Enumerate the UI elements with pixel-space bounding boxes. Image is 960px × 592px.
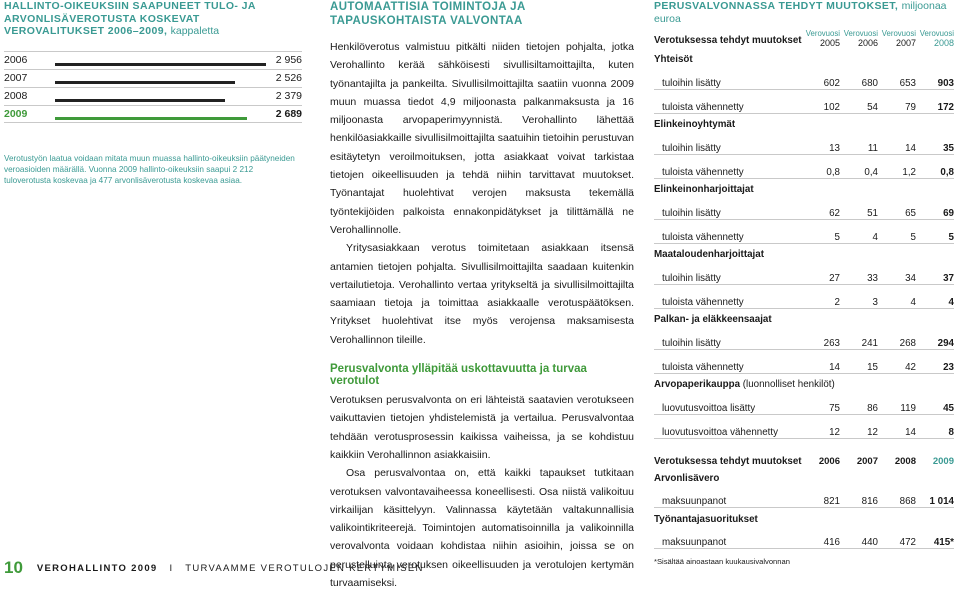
year-prefix: Verovuosi	[919, 29, 954, 38]
group-name: Yhteisöt	[654, 54, 693, 65]
row-value: 4	[840, 219, 878, 243]
row-value: 4	[916, 284, 954, 308]
row-value: 4	[878, 284, 916, 308]
chart-value-label: 2 526	[275, 71, 302, 84]
row-value: 27	[802, 260, 840, 284]
row-label: tuloihin lisätty	[654, 260, 802, 284]
row-value: 5	[916, 219, 954, 243]
row-value: 62	[802, 195, 840, 219]
table-year-header	[878, 29, 916, 48]
row-value: 119	[878, 390, 916, 414]
group-name: Palkan- ja eläkkeensaajat	[654, 314, 772, 325]
table-row	[654, 325, 954, 349]
row-value: 15	[840, 349, 878, 373]
row-value: 5	[802, 219, 840, 243]
row-value: 602	[802, 65, 840, 89]
row-value: 653	[878, 65, 916, 89]
row-label: tuloihin lisätty	[654, 65, 802, 89]
chart-row-2006	[4, 51, 302, 69]
table-row	[654, 130, 954, 154]
group-name: Maataloudenharjoittajat	[654, 249, 764, 260]
chart-bar	[55, 63, 266, 67]
row-value: 37	[916, 260, 954, 284]
table-year-header: 2009	[932, 455, 954, 467]
chart-bar	[55, 117, 247, 121]
row-label: tuloista vähennetty	[654, 154, 802, 178]
row-value: 13	[802, 130, 840, 154]
row-label: luovutusvoittoa vähennetty	[654, 414, 802, 438]
table-year-header: 2007	[856, 455, 878, 467]
row-label: tuloista vähennetty	[654, 89, 802, 113]
chart-row-2009	[4, 105, 302, 123]
row-value: 69	[916, 195, 954, 219]
chart-category-label: 2009	[4, 107, 28, 120]
article-title: AUTOMAATTISIA TOIMINTOJA JA TAPAUSKOHTAISTA VALVONTAA	[330, 1, 526, 27]
table-group-label	[654, 48, 954, 65]
chart-value-label: 2 689	[275, 107, 302, 120]
row-label: tuloihin lisätty	[654, 130, 802, 154]
row-value: 440	[840, 525, 878, 549]
row-value: 268	[878, 325, 916, 349]
row-value: 415*	[916, 525, 954, 549]
chart-title-unit: kappaletta	[170, 25, 220, 37]
year-prefix: Verovuosi	[843, 29, 878, 38]
footer-separator: I	[169, 563, 174, 574]
chart-bar	[55, 99, 225, 103]
row-value: 79	[878, 89, 916, 113]
row-value: 5	[878, 219, 916, 243]
row-value: 14	[878, 130, 916, 154]
table-row	[654, 65, 954, 89]
table-row	[654, 414, 954, 438]
chart-title-text: HALLINTO-OIKEUKSIIN SAAPUNEET TULO- JA ARVONLISÄVEROTUSTA KOSKEVAT VEROVALITUKSET 2006–2009,	[4, 0, 256, 37]
table-title-unit: miljoonaa euroa	[654, 0, 947, 25]
footer-tagline: TURVAAMME VEROTULOJEN KERTYMISEN	[185, 563, 424, 574]
row-value: 65	[878, 195, 916, 219]
table-year-header	[840, 29, 878, 48]
row-value: 821	[802, 484, 840, 508]
row-value: 3	[840, 284, 878, 308]
year-label: 2006	[857, 38, 878, 48]
middle-column	[330, 0, 634, 592]
row-value: 14	[802, 349, 840, 373]
table-title-text: PERUSVALVONNASSA TEHDYT MUUTOKSET,	[654, 0, 899, 12]
row-label: tuloista vähennetty	[654, 349, 802, 373]
row-value: 172	[916, 89, 954, 113]
row-value: 75	[802, 390, 840, 414]
table-year-header: 2008	[894, 455, 916, 467]
row-label: tuloihin lisätty	[654, 325, 802, 349]
group-name-sub: (luonnolliset henkilöt)	[740, 379, 835, 390]
row-value: 680	[840, 65, 878, 89]
table-group-row	[654, 178, 954, 195]
table-row	[654, 195, 954, 219]
year-label: 2008	[933, 38, 954, 48]
paragraph-4: Osa perusvalvontaa on, että kaikki tapaukset tutkitaan verotuksen valvontavaiheessa koneellisesti. Osa niistä valikoituu virkailijan käsittelyyn. Valinnassa käytetään valtakunnallisia valikointikriteerejä. Toimintojen automatisoinnilla ja valikoinnilla verovalvonta voidaan kohdistaa niihin asioihin, joissa se on perustelluinta verotuksen oikeellisuuden ja verotulojen kertymän turvaamiseksi.	[330, 467, 634, 590]
row-label: tuloista vähennetty	[654, 284, 802, 308]
row-label: maksuunpanot	[654, 525, 802, 549]
row-value: 11	[840, 130, 878, 154]
table-group-label	[654, 243, 954, 260]
subheading: Perusvalvonta ylläpitää uskottavuutta ja turvaa verotulot	[330, 363, 587, 388]
table-row	[654, 484, 954, 508]
row-value: 102	[802, 89, 840, 113]
table-group-label: Työnantajasuoritukset	[654, 513, 758, 525]
footer-org: VEROHALLINTO 2009	[36, 563, 158, 574]
row-value: 0,8	[802, 154, 840, 178]
table-row	[654, 525, 954, 549]
row-value: 416	[802, 525, 840, 549]
table-group-row	[654, 508, 954, 525]
row-value: 23	[916, 349, 954, 373]
row-value: 294	[916, 325, 954, 349]
paragraph-2: Yritysasiakkaan verotus toimitetaan asiakkaan itsensä antamien tietojen pohjalta. Sivullisilmoittajilta saadaan kuitenkin vertailutietoja. Verohallinto vertaa yritykseltä ja sivullisilmoittajilta saamiaan tietoja ja toimittaa asiakkaalle verotuspäätöksen. Yritykset huolehtivat itse myös verojensa maksamisesta Verohallinnon tileille.	[330, 242, 634, 346]
table-header-row	[654, 29, 954, 48]
row-value: 8	[916, 414, 954, 438]
chart-category-label: 2008	[4, 89, 28, 102]
chart-value-label: 2 379	[275, 89, 302, 102]
row-value: 868	[878, 484, 916, 508]
row-value: 45	[916, 390, 954, 414]
chart-title	[4, 0, 302, 38]
table-group-row	[654, 467, 954, 484]
row-label: maksuunpanot	[654, 484, 802, 508]
row-value: 51	[840, 195, 878, 219]
page-footer	[4, 556, 424, 576]
table-group-row	[654, 113, 954, 130]
row-value: 12	[840, 414, 878, 438]
row-value: 263	[802, 325, 840, 349]
table-year-header	[916, 29, 954, 48]
row-value: 34	[878, 260, 916, 284]
table-group-label	[654, 113, 954, 130]
changes-table	[654, 29, 954, 439]
chart-category-label: 2007	[4, 71, 28, 84]
row-value: 33	[840, 260, 878, 284]
year-prefix: Verovuosi	[881, 29, 916, 38]
row-value: 1,2	[878, 154, 916, 178]
paragraph-1: Henkilöverotus valmistuu pitkälti niiden tietojen pohjalta, jotka Verohallinto kerää sähköisesti sivullisiltamoittajilta, kuten työnantajilta ja pankeilta. Sivullisilmoittajilta saatiin vuonna 2009 muun muassa tiedot 4,9 miljoonasta palkanmaksusta ja 16 miljoonasta arvopaperimyynnistä. Verohallinto lähettää henkilöasiakkaille sivullisilmoittajilta saatuihin tietoihin perustuvan esitäytetyn veroilmoituksen, jotta asiakkaat voivat tarkistaa tietojen oikeellisuuden ja tehdä niihin tarvittavat muutokset. Työnantajat huolehtivat verojen maksusta tekemällä työntekijöiden palkoista ennakonpidätykset ja tilittämällä ne Verohallinnolle.	[330, 41, 634, 236]
table-header-label: Verotuksessa tehdyt muutokset	[654, 455, 802, 467]
table-year-header: 2006	[818, 455, 840, 467]
row-value: 54	[840, 89, 878, 113]
chart-value-label: 2 956	[275, 53, 302, 66]
table-group-label	[654, 178, 954, 195]
group-name: Elinkeinoyhtymät	[654, 119, 736, 130]
table-row	[654, 390, 954, 414]
page-number: 10	[4, 558, 23, 577]
table-row	[654, 89, 954, 113]
row-label: tuloihin lisätty	[654, 195, 802, 219]
table-group-row	[654, 48, 954, 65]
table-row	[654, 260, 954, 284]
table-group-row	[654, 373, 954, 390]
row-label: luovutusvoittoa lisätty	[654, 390, 802, 414]
table-header-row	[654, 453, 954, 467]
table-group-label: Arvonlisävero	[654, 472, 720, 484]
row-value: 86	[840, 390, 878, 414]
table-row	[654, 284, 954, 308]
row-value: 816	[840, 484, 878, 508]
row-value: 0,4	[840, 154, 878, 178]
table-footnote: *Sisältää ainoastaan kuukausivalvonnan	[654, 557, 790, 566]
chart-note: Verotustyön laatua voidaan mitata muun muassa hallinto-oikeuksiin päätyneiden veroasioiden määrällä. Vuonna 2009 hallinto-oikeuksiin saapui 2 212 tuloverotusta koskevaa ja 477 arvonlisäverotusta koskevaa asiaa.	[4, 153, 295, 185]
chart-row-2008	[4, 87, 302, 105]
group-name: Arvopaperikauppa	[654, 379, 741, 390]
year-prefix: Verovuosi	[805, 29, 840, 38]
table-row	[654, 154, 954, 178]
changes-table-2	[654, 453, 954, 550]
table-group-label	[654, 373, 954, 390]
row-value: 241	[840, 325, 878, 349]
table-group-row	[654, 308, 954, 325]
row-value: 2	[802, 284, 840, 308]
row-value: 1 014	[916, 484, 954, 508]
row-value: 472	[878, 525, 916, 549]
chart-bar	[55, 81, 235, 85]
right-column	[654, 0, 954, 566]
row-value: 903	[916, 65, 954, 89]
table-group-row	[654, 243, 954, 260]
left-column	[4, 0, 302, 186]
chart-category-label: 2006	[4, 53, 28, 66]
row-value: 14	[878, 414, 916, 438]
row-value: 0,8	[916, 154, 954, 178]
appeals-bar-chart	[4, 51, 302, 123]
table-row	[654, 349, 954, 373]
row-value: 35	[916, 130, 954, 154]
row-value: 12	[802, 414, 840, 438]
paragraph-3: Verotuksen perusvalvonta on eri lähteistä saatavien verotukseen vaikuttavien tietojen yhdistelemistä ja vertailua. Perusvalvontaa tehdään verotusprosessin kaikissa vaiheissa, ja se kohdistuu kaikkiin Verohallinnon asiakkaisiin.	[330, 394, 634, 461]
table-title	[654, 0, 954, 25]
row-label: tuloista vähennetty	[654, 219, 802, 243]
table-year-header	[802, 29, 840, 48]
table-header-label: Verotuksessa tehdyt muutokset	[654, 35, 802, 46]
row-value: 42	[878, 349, 916, 373]
year-label: 2005	[819, 38, 840, 48]
table-group-label	[654, 308, 954, 325]
year-label: 2007	[895, 38, 916, 48]
group-name: Elinkeinonharjoittajat	[654, 184, 754, 195]
chart-row-2007	[4, 69, 302, 87]
table-row	[654, 219, 954, 243]
